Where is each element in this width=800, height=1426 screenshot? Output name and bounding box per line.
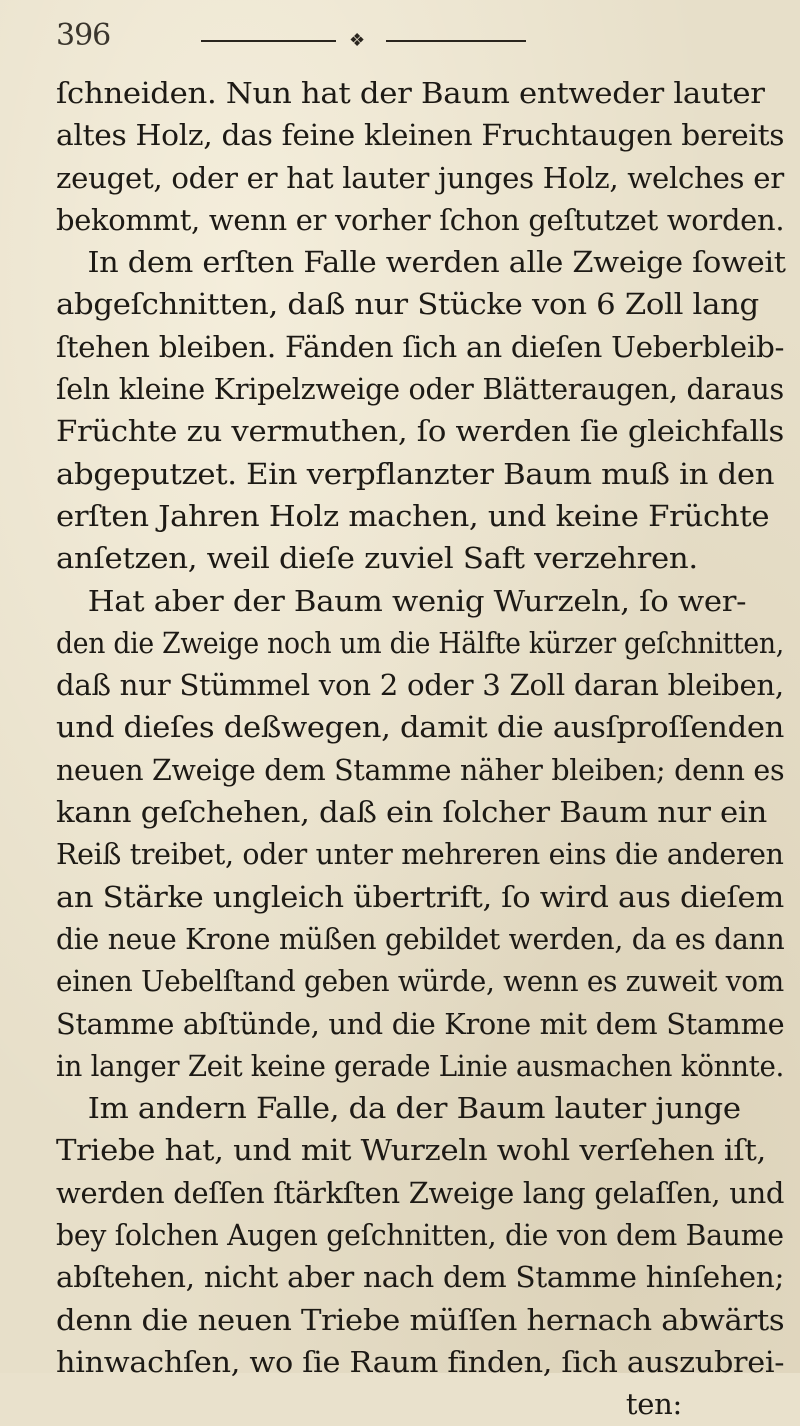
text-line: in langer Zeit keine gerade Linie ausmachen könnte. <box>56 1048 785 1083</box>
ornament-diamond-icon: ❖ <box>349 30 366 51</box>
text-line: erſten Jahren Holz machen, und keine Früchte <box>56 498 770 533</box>
text-line: daß nur Stümmel von 2 oder 3 Zoll daran bleiben, <box>56 668 784 703</box>
paragraph-start-line: In dem erſten Falle werden alle Zweige ſoweit <box>87 245 786 280</box>
text-line: Triebe hat, und mit Wurzeln wohl verſehen iſt, <box>56 1133 766 1168</box>
paragraph-start-line: Hat aber der Baum wenig Wurzeln, ſo wer- <box>87 583 747 618</box>
page-number: 396 <box>56 18 111 53</box>
ornament-rule-right <box>386 40 526 42</box>
text-line: denn die neuen Triebe müſſen hernach abwärts <box>56 1302 785 1337</box>
text-line: ſtehen bleiben. Fänden ſich an dieſen Ueberbleib- <box>56 329 785 364</box>
text-line: einen Uebelſtand geben würde, wenn es zuweit vom <box>56 964 784 999</box>
text-line: die neue Krone müßen gebildet werden, da es dann <box>56 921 785 956</box>
text-line: hinwachſen, wo ſie Raum finden, ſich auszubrei- <box>56 1344 785 1379</box>
ornament-rule-left <box>201 40 336 42</box>
text-line: neuen Zweige dem Stamme näher bleiben; denn es <box>56 752 785 787</box>
text-line: abſtehen, nicht aber nach dem Stamme hinſehen; <box>56 1260 785 1295</box>
text-line: an Stärke ungleich übertrift, ſo wird aus dieſem <box>56 879 784 914</box>
text-line: bey ſolchen Augen geſchnitten, die von dem Baume <box>56 1218 784 1253</box>
text-line: abgeputzet. Ein verpflanzter Baum muß in den <box>56 456 775 491</box>
text-line: und dieſes deßwegen, damit die ausſproſſenden <box>56 710 785 745</box>
text-line: Stamme abſtünde, und die Krone mit dem Stamme <box>56 1006 785 1041</box>
text-line: Reiß treibet, oder unter mehreren eins die anderen <box>56 837 784 872</box>
text-line: kann geſchehen, daß ein ſolcher Baum nur ein <box>56 795 767 830</box>
text-line: bekommt, wenn er vorher ſchon geſtutzet worden. <box>56 202 785 237</box>
text-line: zeuget, oder er hat lauter junges Holz, welches er <box>56 160 784 195</box>
catchword: ten: <box>625 1387 682 1422</box>
text-line: werden deſſen ſtärkſten Zweige lang gelaſſen, und <box>56 1175 785 1210</box>
page-header <box>56 18 756 68</box>
body-text <box>56 72 784 1426</box>
text-line: altes Holz, das feine kleinen Fruchtaugen bereits <box>56 118 785 153</box>
text-line: abgeſchnitten, daß nur Stücke von 6 Zoll lang <box>56 287 759 322</box>
text-line: den die Zweige noch um die Hälfte kürzer geſchnitten, <box>56 625 784 660</box>
header-ornament <box>141 30 591 51</box>
text-line: anſetzen, weil dieſe zuviel Saft verzehren. <box>56 541 698 576</box>
text-line: ſeln kleine Kripelzweige oder Blätteraugen, daraus <box>56 372 784 407</box>
text-line: Früchte zu vermuthen, ſo werden ſie gleichfalls <box>56 414 785 449</box>
paragraph-start-line: Im andern Falle, da der Baum lauter junge <box>87 1091 741 1126</box>
text-line: ſchneiden. Nun hat der Baum entweder lauter <box>56 76 765 110</box>
